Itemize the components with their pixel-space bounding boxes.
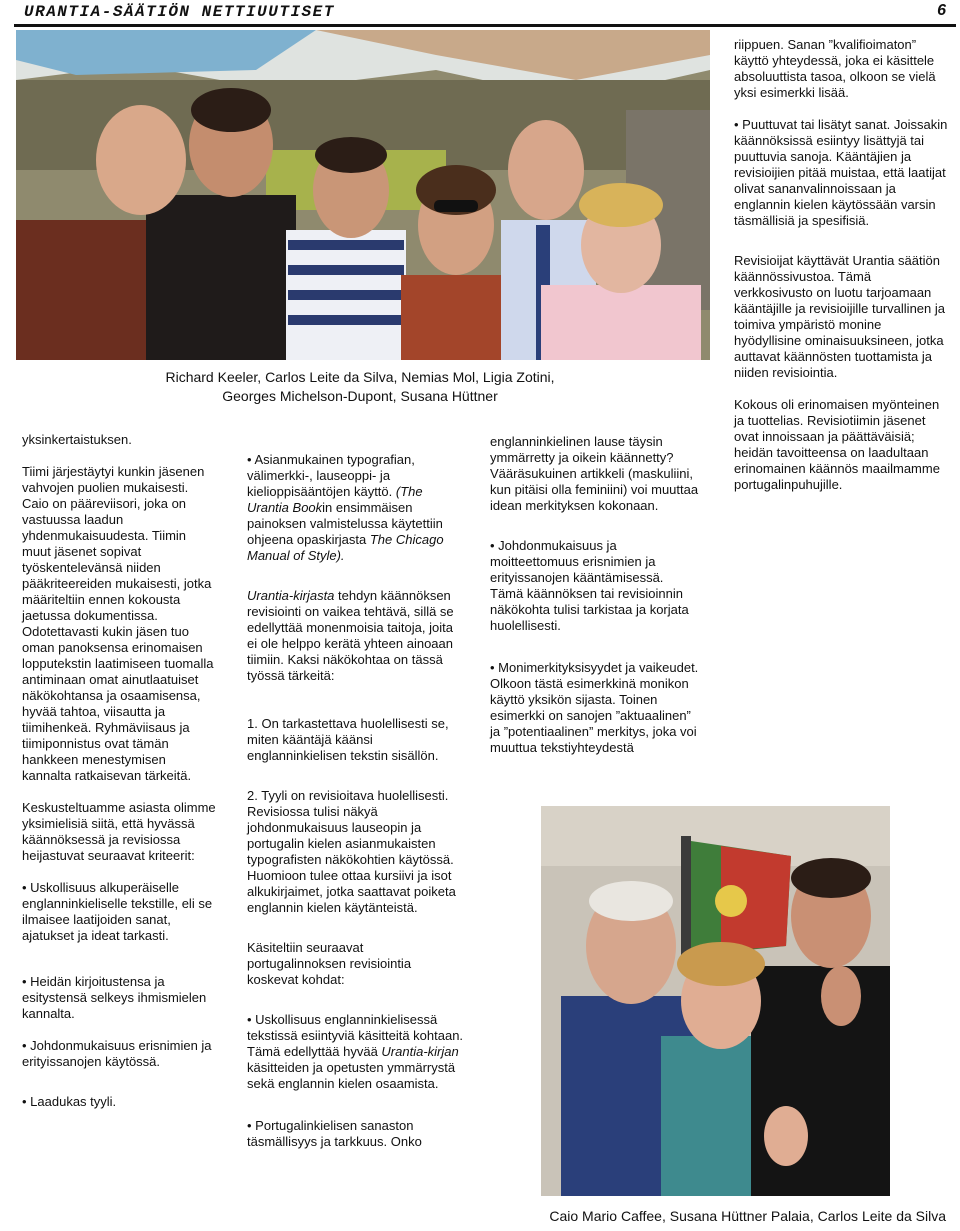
- bullet-paragraph: [247, 1012, 465, 1092]
- text-run: in ensimmäisen painoksen valmistelussa käytettiin ohjeena opaskirjasta: [247, 500, 443, 547]
- page-header: [0, 0, 960, 26]
- bullet-paragraph: • Heidän kirjoitustensa ja esitystensä selkeys ihmismielen kannalta.: [22, 974, 207, 1021]
- caption-line: Caio Mario Caffee, Susana Hüttner Palaia, Carlos Leite da Silva: [549, 1208, 946, 1224]
- column-2: [247, 452, 465, 1150]
- photo-caption: [120, 368, 600, 406]
- paragraph: 1. On tarkastettava huolellisesti se, miten kääntäjä käänsi englanninkielisen tekstin sisällön.: [247, 716, 449, 763]
- paragraph: Tiimi järjestäytyi kunkin jäsenen vahvojen puolien mukaisesti. Caio on pääreviisori, joka on vastuussa laadun yhdenmukaisuudesta. Tiimin muut jäsenet sopivat työskentelevänsä niiden pääkriteereiden mukaisesti, jotka määriteltiin ennen kokousta jaetussa dokumentissa. Odotettavasti kukin jäsen tuo oman panoksensa erinomaisen lopputekstin laatimiseen tuomalla antiminaan omat ainutlaatuiset näkökohtansa ja osaamisensa, hyvää tahtoa, viisautta ja tiimihenkeä. Ryhmäviisaus ja tiimiponnistus ovat tämän hankkeen menestymisen kannalta ratkaisevan tärkeitä.: [22, 464, 214, 783]
- caption-line: Georges Michelson-Dupont, Susana Hüttner: [222, 388, 498, 404]
- paragraph: yksinkertaistuksen.: [22, 432, 132, 447]
- bullet-paragraph: [247, 452, 465, 564]
- bullet-paragraph: • Puuttuvat tai lisätyt sanat. Joissakin käännöksissä esiintyy lisättyjä tai puuttuvia sanoja. Kääntäjien ja revisioijien pitää muistaa, että laatijat olivat sananvalinnoissaan ja englannin kielen käytössään varsin täsmällisiä ja spesifisiä.: [734, 117, 948, 228]
- paragraph: englanninkielinen lause täysin ymmärretty ja oikein käännetty? Vääräsukuinen artikkeli (maskuliini, kun pitäisi olla feminiini) voi muuttaa idean merkityksen kokonaan.: [490, 434, 699, 513]
- caption-line: Richard Keeler, Carlos Leite da Silva, Nemias Mol, Ligia Zotini,: [165, 369, 555, 385]
- paragraph: Käsiteltiin seuraavat portugalinnoksen revisiointia koskevat kohdat:: [247, 940, 412, 987]
- paragraph: Kokous oli erinomaisen myönteinen ja tuottelias. Revisiotiimin jäsenet ovat innoissaan ja päättäväisiä; heidän tavoitteensa on laadultaan erinomainen käännös maailmamme portugalinpuhujille.: [734, 397, 940, 492]
- paragraph: Revisioijat käyttävät Urantia säätiön käännössivustoa. Tämä verkkosivusto on luotu tarjoamaan kääntäjille ja revisioijille turvallinen ja toimiva ympäristö monine hyödyllisine ominaisuuksineen, jotka auttavat käännösten tuottamista ja niiden revisiointia.: [734, 253, 945, 380]
- text-run: • Uskollisuus englanninkielisessä tekstissä esiintyviä käsitteitä kohtaan. Tämä edellyttää hyvää: [247, 1012, 464, 1059]
- paragraph: 2. Tyyli on revisioitava huolellisesti. Revisiossa tulisi näkyä johdonmukaisuus lauseopin ja portugalin kielen asianmukaisten typografisten näkökohtien käytössä. Huomioon tulee ottaa kursiivi ja isot alkukirjaimet, jotka saattavat poiketa englannin kielen käytänteistä.: [247, 788, 456, 915]
- newsletter-title: URANTIA-SÄÄTIÖN NETTIUUTISET: [24, 3, 335, 21]
- column-3: [490, 434, 700, 756]
- italic-run: (The Urantia Book: [247, 484, 423, 515]
- bullet-paragraph: • Monimerkityksisyydet ja vaikeudet. Olkoon tästä esimerkkinä monikon käyttö yksikön sijasta. Toinen esimerkki on sanojen ”aktuaalinen” ja ”potentiaalinen” merkitys, joka voi muuttua tekstiyhteydestä: [490, 660, 699, 755]
- bullet-paragraph: • Uskollisuus alkuperäiselle englanninkieliselle tekstille, eli se ilmaisee laatijoiden sanat, ajatukset ja ideat tarkasti.: [22, 880, 213, 943]
- italic-run: Urantia-kirjan: [381, 1044, 459, 1059]
- text-run: käsitteiden ja opetusten ymmärrystä sekä englannin kielen osaamista.: [247, 1060, 456, 1091]
- bullet-paragraph: • Johdonmukaisuus erisnimien ja erityissanojen käytössä.: [22, 1038, 212, 1069]
- text-run: tehdyn käännöksen revisiointi on vaikea tehtävä, sillä se edellyttää monenmoisia taitoja, joita ei ole helppo kerätä yhteen ainoaan tiimiin. Kaksi näkökohtaa on tässä työssä tärkeitä:: [247, 588, 454, 683]
- photo-caption: [500, 1207, 946, 1226]
- paragraph: [247, 588, 465, 684]
- italic-run: Urantia-kirjasta: [247, 588, 335, 603]
- bullet-paragraph: • Johdonmukaisuus ja moitteettomuus erisnimien ja erityissanojen kääntämisessä. Tämä käännöksen tai revisioinnin näkökohta tulisi tarkistaa ja korjata huolellisesti.: [490, 538, 689, 633]
- paragraph: Keskusteltuamme asiasta olimme yksimielisiä siitä, että hyvässä käännöksessä ja revisiossa heijastuvat seuraavat kriteerit:: [22, 800, 216, 863]
- italic-run: The Chicago Manual of Style).: [247, 532, 444, 563]
- header-rule: [14, 24, 956, 27]
- bullet-paragraph: • Portugalinkielisen sanaston täsmällisyys ja tarkkuus. Onko: [247, 1118, 422, 1149]
- group-photo-three: [541, 806, 890, 1196]
- text-run: • Asianmukainen typografian, välimerkki-, lauseoppi- ja kielioppisääntöjen käyttö.: [247, 452, 415, 499]
- page-number: 6: [937, 2, 946, 19]
- right-column-top: [734, 37, 948, 493]
- bullet-paragraph: • Laadukas tyyli.: [22, 1094, 117, 1109]
- group-photo-market: [16, 30, 710, 360]
- column-1: [22, 432, 218, 1110]
- paragraph: riippuen. Sanan ”kvalifioimaton” käyttö yhteydessä, joka ei käsittele absoluuttista tasoa, olkoon se vielä yksi esimerkki lisää.: [734, 37, 936, 100]
